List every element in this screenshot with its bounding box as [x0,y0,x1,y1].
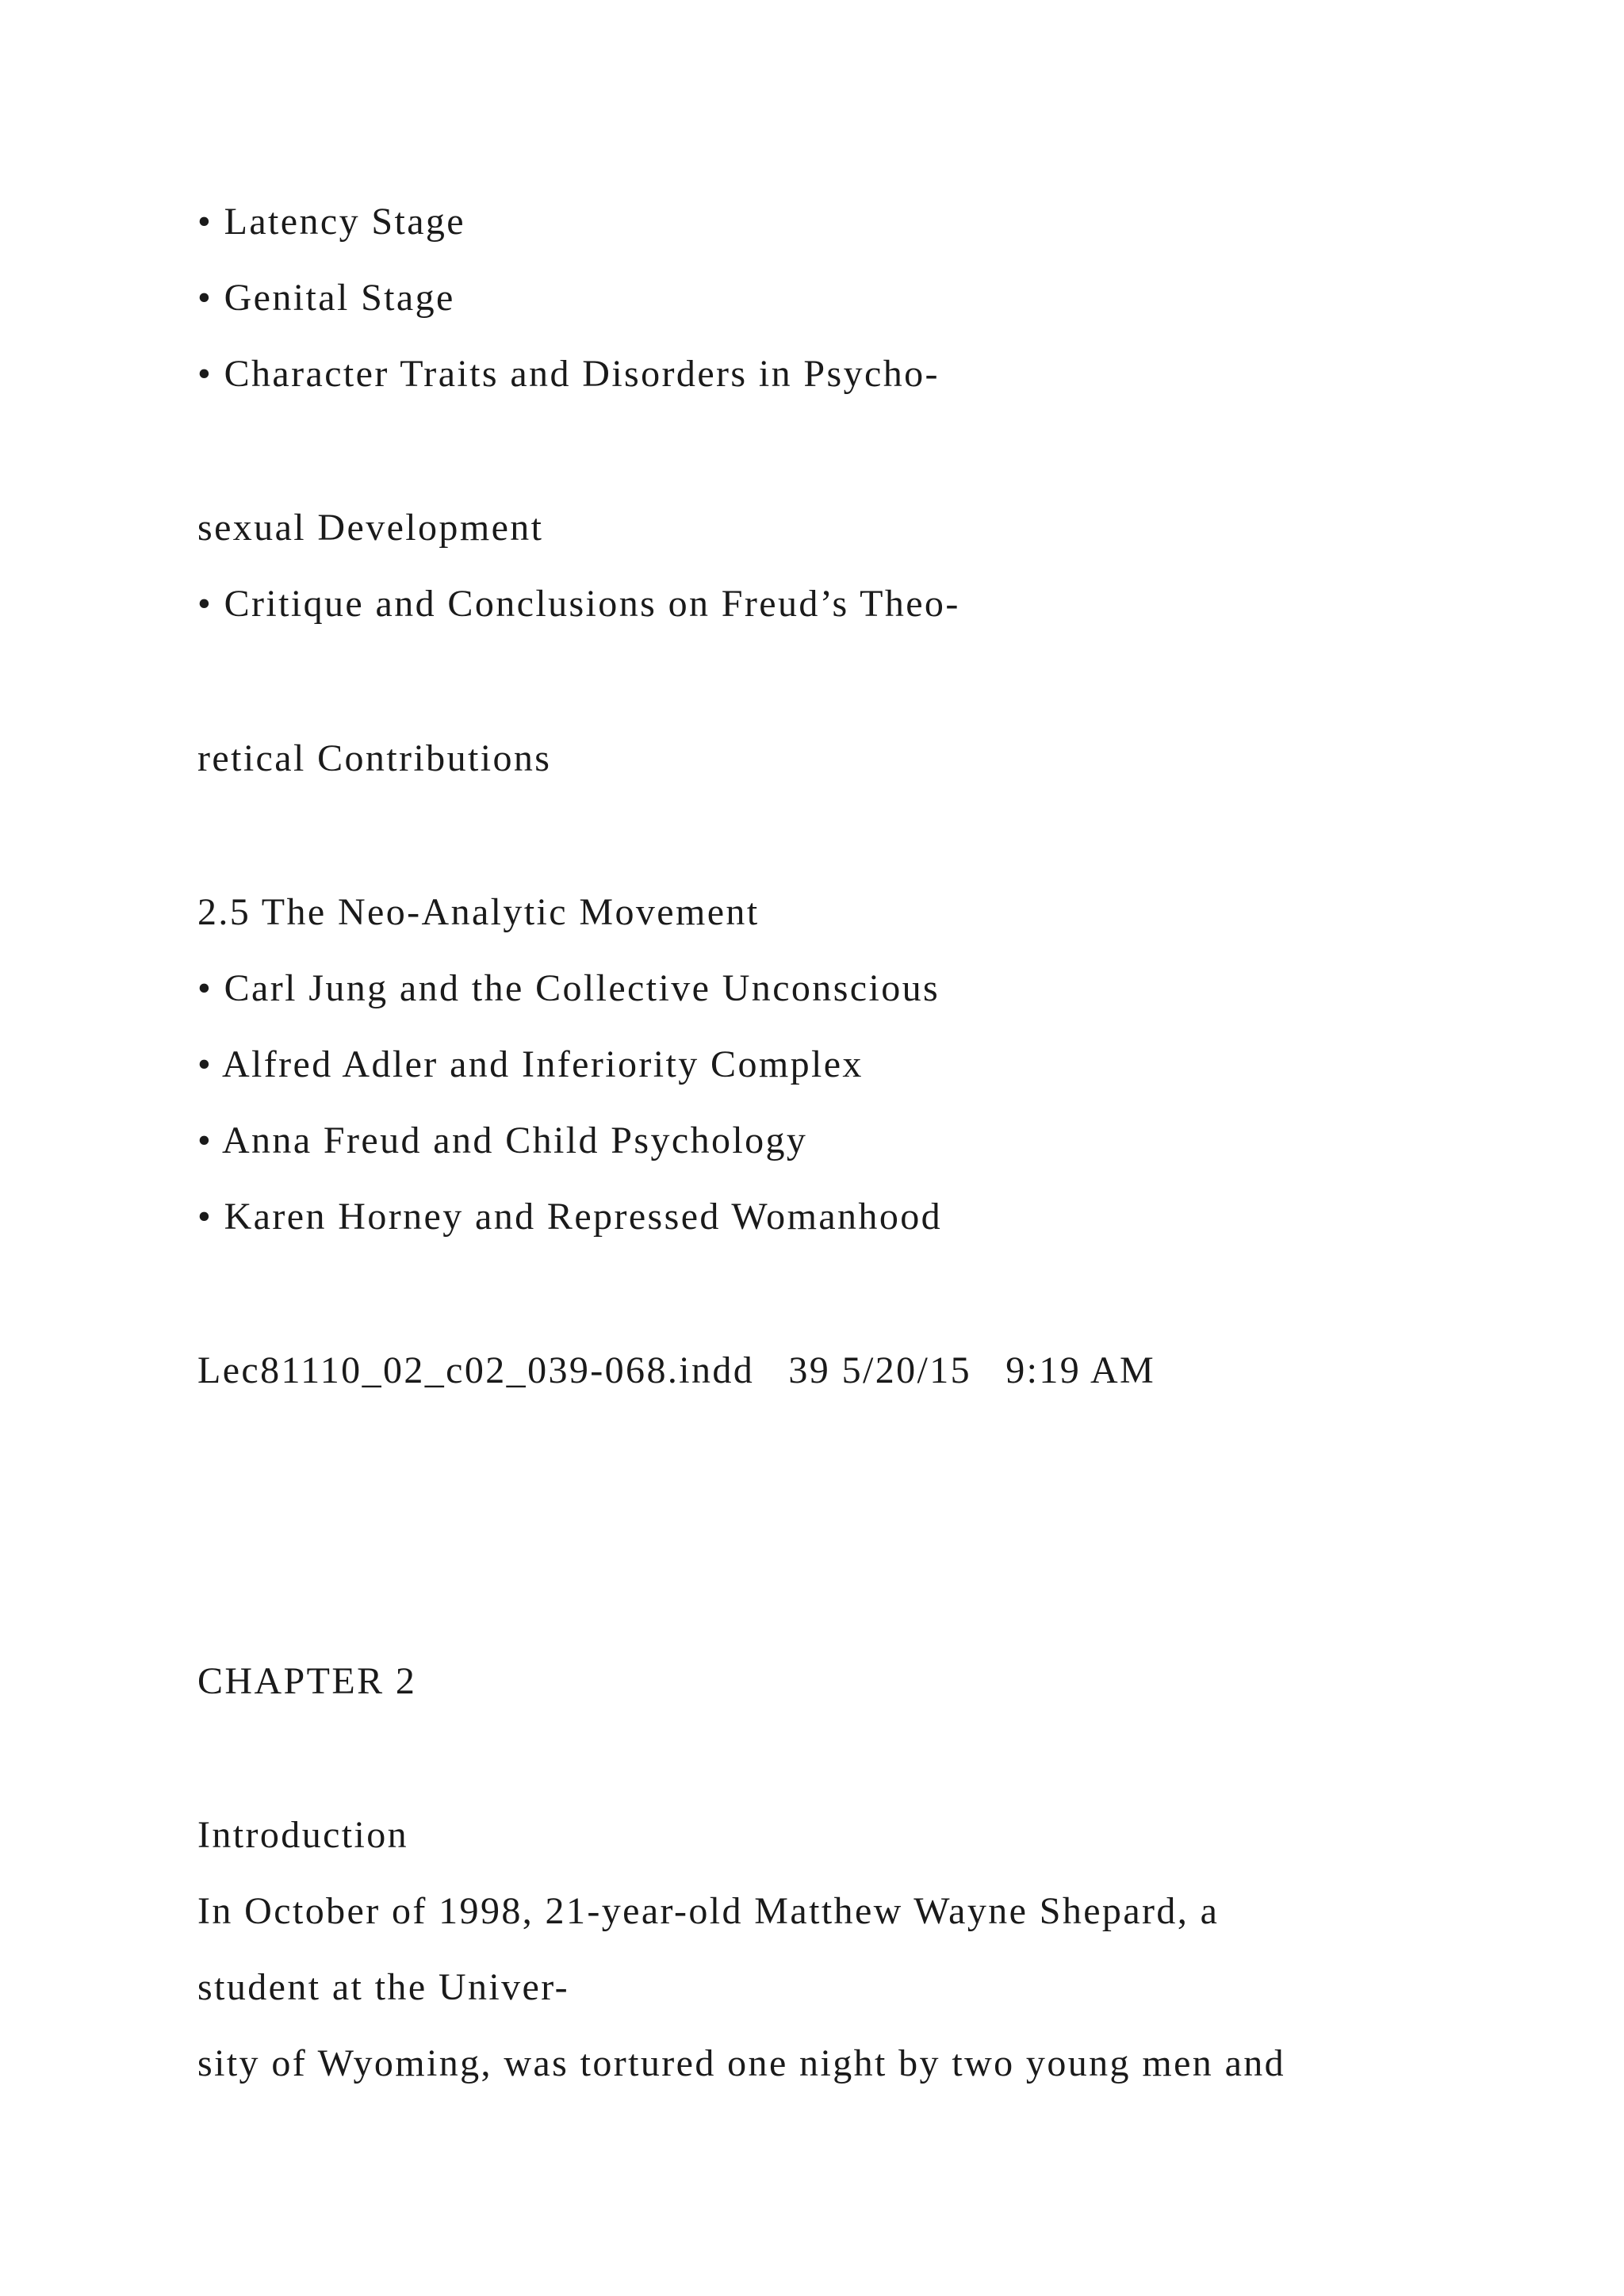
chapter-heading: CHAPTER 2 [197,1660,417,1702]
bullet-alfred-adler: • Alfred Adler and Inferiority Complex [197,1043,864,1085]
bullet-genital-stage: • Genital Stage [197,277,455,319]
body-text-line-3: sity of Wyoming, was tortured one night by two young men and [197,2042,1286,2084]
bullet-critique-conclusions: • Critique and Conclusions on Freud’s Theo- [197,583,960,625]
body-text-line-1: In October of 1998, 21-year-old Matthew Wayne Shepard, a [197,1890,1220,1932]
bullet-carl-jung: • Carl Jung and the Collective Unconscious [197,967,940,1009]
body-text-line-2: student at the Univer- [197,1966,570,2008]
bullet-karen-horney: • Karen Horney and Repressed Womanhood [197,1196,943,1238]
bullet-latency-stage: • Latency Stage [197,201,466,243]
introduction-heading: Introduction [197,1814,409,1856]
line-retical-contributions: retical Contributions [197,737,552,779]
bullet-character-traits: • Character Traits and Disorders in Psycho- [197,353,940,395]
line-sexual-development: sexual Development [197,507,544,549]
section-heading-neo-analytic: 2.5 The Neo-Analytic Movement [197,891,760,933]
bullet-anna-freud: • Anna Freud and Child Psychology [197,1119,808,1161]
file-info-line: Lec81110_02_c02_039-068.indd 39 5/20/15 9:19 AM [197,1349,1156,1391]
